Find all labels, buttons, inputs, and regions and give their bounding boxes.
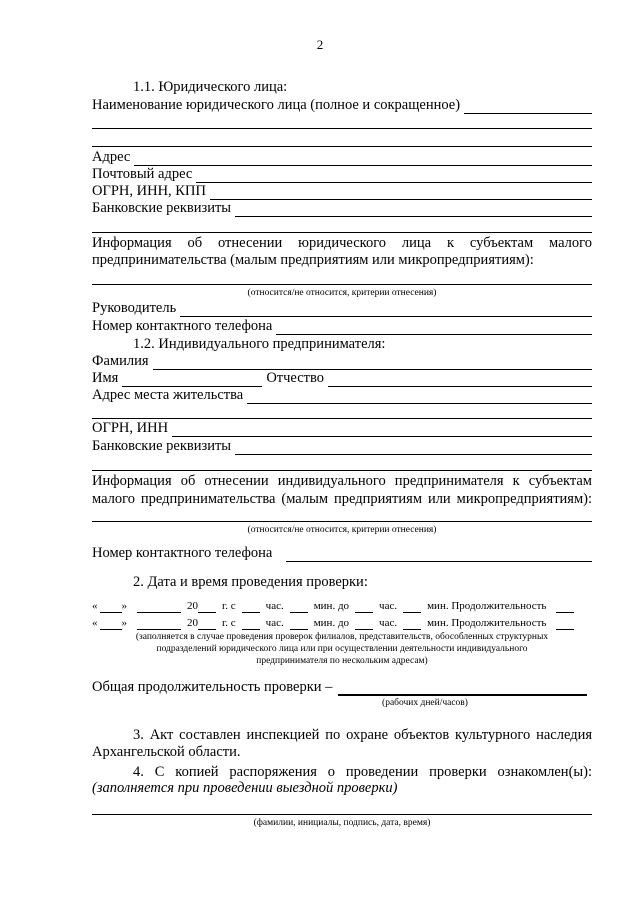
to-min-field[interactable] (403, 619, 421, 630)
individual-phone-field[interactable] (286, 548, 592, 562)
copy-acquainted-text: 4. С копией распоряжения о проведении проверки ознакомлен(ы): (133, 764, 592, 780)
legal-bank-line-2[interactable] (92, 232, 592, 233)
datetime-note-2: подразделений юридического лица или при осуществлении деятельности индивидуального (156, 644, 528, 654)
individual-bank-field[interactable] (235, 441, 592, 455)
first-name-label: Имя (92, 370, 119, 386)
individual-bank-line-2[interactable] (92, 470, 592, 471)
surname-field[interactable] (153, 356, 593, 370)
year-field[interactable] (198, 602, 216, 613)
min-to-label: мин. до (313, 617, 350, 629)
director-label: Руководитель (92, 300, 177, 316)
close-quote: » (121, 617, 127, 629)
month-field[interactable] (137, 619, 181, 630)
duration-field[interactable] (556, 602, 574, 613)
act-compiled-text-1: 3. Акт составлен инспекцией по охране объектов культурного наследия (133, 727, 592, 743)
from-label: г. с (222, 600, 236, 612)
legal-name-line-3[interactable] (92, 146, 592, 147)
legal-small-business-text-1: Информация об отнесении юридического лица к субъектам малого (92, 235, 592, 251)
hour-label: час. (379, 600, 398, 612)
patronymic-field[interactable] (328, 373, 592, 387)
datetime-note-3: предпринимателя по нескольким адресам) (256, 656, 428, 666)
total-duration-row[interactable] (92, 679, 587, 696)
total-duration-label: Общая продолжительность проверки – (92, 679, 333, 695)
postal-address-row[interactable] (92, 166, 592, 183)
copy-acquainted-note-label: (заполняется при проведении выездной проверки) (92, 780, 398, 796)
duration-label: мин. Продолжительность (427, 617, 547, 629)
address-label: Адрес (92, 149, 131, 165)
from-min-field[interactable] (290, 602, 308, 613)
individual-heading-text: 1.2. Индивидуального предпринимателя: (133, 336, 386, 352)
surname-row[interactable] (92, 353, 592, 370)
hour-label: час. (265, 617, 284, 629)
individual-small-business-field[interactable] (92, 521, 592, 522)
patronymic-label: Отчество (266, 370, 324, 386)
legal-small-business-field[interactable] (92, 284, 592, 285)
legal-name-field[interactable] (464, 100, 592, 114)
from-min-field[interactable] (290, 619, 308, 630)
duration-label: мин. Продолжительность (427, 600, 547, 612)
individual-small-business-caption: (относится/не относится, критерии отнесения) (247, 525, 437, 535)
to-min-field[interactable] (403, 602, 421, 613)
to-hour-field[interactable] (355, 602, 373, 613)
legal-name-row[interactable] (92, 97, 592, 114)
datetime-row-1[interactable] (92, 599, 607, 613)
from-hour-field[interactable] (242, 602, 260, 613)
legal-phone-row[interactable] (92, 318, 592, 335)
residence-row[interactable] (92, 387, 592, 404)
legal-bank-row[interactable] (92, 200, 592, 217)
signature-caption: (фамилии, инициалы, подпись, дата, время) (253, 818, 431, 828)
total-duration-field[interactable] (338, 681, 587, 696)
postal-address-field[interactable] (196, 169, 592, 183)
surname-label: Фамилия (92, 353, 149, 369)
individual-phone-row[interactable] (92, 545, 592, 562)
legal-name-line-2[interactable] (92, 128, 592, 129)
legal-small-business-text-2 (92, 252, 592, 269)
postal-address-label: Почтовый адрес (92, 166, 193, 182)
datetime-row-2[interactable] (92, 616, 607, 630)
individual-ogrn-field[interactable] (172, 423, 592, 437)
act-compiled-text-2 (92, 744, 592, 761)
open-quote: « (92, 600, 98, 612)
name-patronymic-row[interactable] (92, 370, 592, 387)
year-field[interactable] (198, 619, 216, 630)
legal-ogrn-field[interactable] (210, 186, 592, 200)
legal-bank-label: Банковские реквизиты (92, 200, 232, 216)
legal-entity-heading (133, 79, 593, 96)
year-prefix: 20 (187, 600, 198, 612)
legal-bank-field[interactable] (235, 203, 592, 217)
legal-name-label: Наименование юридического лица (полное и сокращенное) (92, 97, 461, 113)
signature-field[interactable] (92, 814, 592, 815)
day-field[interactable] (100, 602, 122, 613)
individual-bank-label: Банковские реквизиты (92, 438, 232, 454)
month-field[interactable] (137, 602, 181, 613)
from-label: г. с (222, 617, 236, 629)
act-compiled-text-2-label: Архангельской области. (92, 744, 241, 760)
individual-bank-row[interactable] (92, 438, 592, 455)
inspection-heading-text: 2. Дата и время проведения проверки: (133, 574, 368, 590)
director-row[interactable] (92, 300, 592, 317)
copy-acquainted-note (92, 780, 592, 797)
close-quote: » (121, 600, 127, 612)
hour-label: час. (265, 600, 284, 612)
datetime-note-1: (заполняется в случае проведения проверок филиалов, представительств, обособленных структурных (135, 632, 549, 642)
director-field[interactable] (180, 303, 592, 317)
hour-label: час. (379, 617, 398, 629)
legal-ogrn-label: ОГРН, ИНН, КПП (92, 183, 206, 199)
page-number: 2 (316, 37, 324, 52)
year-prefix: 20 (187, 617, 198, 629)
legal-entity-heading-text: 1.1. Юридического лица: (133, 79, 288, 95)
individual-ogrn-label: ОГРН, ИНН (92, 420, 169, 436)
day-field[interactable] (100, 619, 122, 630)
to-hour-field[interactable] (355, 619, 373, 630)
individual-small-business-text-2: малого предпринимательства (малым предприятиям или микропредприятиям): (92, 491, 592, 507)
individual-ogrn-row[interactable] (92, 420, 592, 437)
legal-phone-label: Номер контактного телефона (92, 318, 273, 334)
address-row[interactable] (92, 149, 592, 166)
individual-small-business-text-1: Информация об отнесении индивидуального предпринимателя к субъектам (92, 473, 592, 489)
residence-field[interactable] (247, 390, 592, 404)
address-field[interactable] (134, 152, 592, 166)
from-hour-field[interactable] (242, 619, 260, 630)
legal-ogrn-row[interactable] (92, 183, 592, 200)
inspection-heading (133, 574, 593, 591)
min-to-label: мин. до (313, 600, 350, 612)
legal-small-business-text-2-label: предпринимательства (малым предприятиям или микропредприятиям): (92, 252, 534, 268)
individual-phone-label: Номер контактного телефона (92, 545, 273, 561)
total-duration-caption: (рабочих дней/часов) (382, 698, 468, 708)
residence-line-2[interactable] (92, 418, 592, 419)
first-name-field[interactable] (122, 374, 262, 387)
individual-heading (133, 336, 593, 353)
legal-small-business-caption: (относится/не относится, критерии отнесения) (247, 288, 437, 298)
duration-field[interactable] (556, 619, 574, 630)
residence-label: Адрес места жительства (92, 387, 244, 403)
legal-phone-field[interactable] (276, 321, 592, 335)
open-quote: « (92, 617, 98, 629)
